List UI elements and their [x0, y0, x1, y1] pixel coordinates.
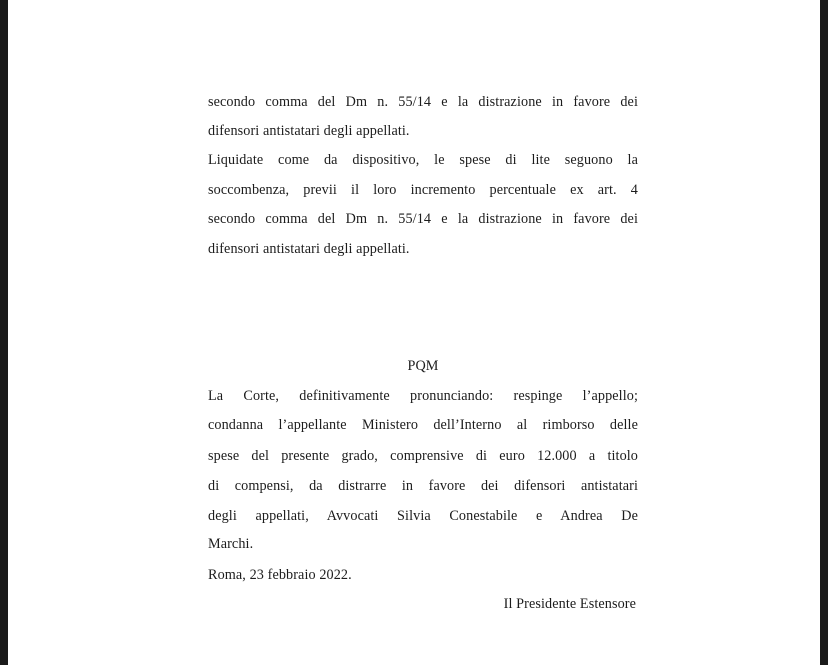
paragraph-2-line-1: Liquidate come da dispositivo, le spese di lite seguono la [208, 152, 638, 168]
date-line: Roma, 23 febbraio 2022. [208, 567, 352, 583]
pqm-line-1: La Corte, definitivamente pronunciando: respinge l’appello; [208, 388, 638, 404]
pqm-line-6: Marchi. [208, 536, 254, 552]
paragraph-2-line-2: soccombenza, previi il loro incremento percentuale ex art. 4 [208, 182, 638, 198]
pqm-line-3: spese del presente grado, comprensive di euro 12.000 a titolo [208, 448, 638, 464]
document-body [208, 0, 638, 665]
pqm-line-4: di compensi, da distrarre in favore dei difensori antistatari [208, 478, 638, 494]
pqm-heading: PQM [407, 358, 439, 374]
paragraph-2-line-4: difensori antistatari degli appellati. [208, 241, 410, 257]
paragraph-1-line-2: difensori antistatari degli appellati. [208, 123, 410, 139]
paragraph-1-line-1: secondo comma del Dm n. 55/14 e la distrazione in favore dei [208, 94, 638, 110]
pqm-line-5: degli appellati, Avvocati Silvia Conestabile e Andrea De [208, 508, 638, 524]
document-page [8, 0, 820, 665]
signature-line: Il Presidente Estensore [503, 596, 636, 612]
pqm-line-2: condanna l’appellante Ministero dell’Interno al rimborso delle [208, 417, 638, 433]
paragraph-2-line-3: secondo comma del Dm n. 55/14 e la distrazione in favore dei [208, 211, 638, 227]
